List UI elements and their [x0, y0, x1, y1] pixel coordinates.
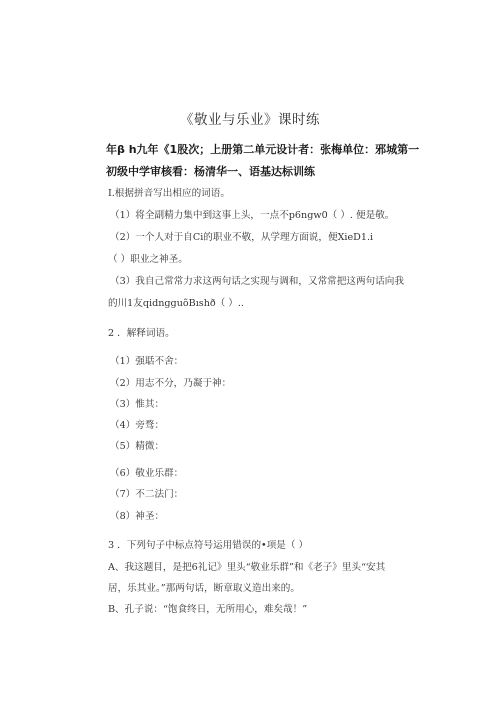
- question-1-3-line-1: （3）我自己常常力求这两句话之实现与调和，又常常把这两句话向我: [110, 276, 404, 287]
- question-2-7: （7）不二法门：: [110, 489, 184, 500]
- question-2-3: （3）惟其：: [110, 399, 165, 410]
- option-b: B、孔子说：“饱食终日，无所用心，难矣哉！”: [108, 604, 308, 615]
- question-2-4: （4）旁骛：: [110, 420, 165, 431]
- header-line-1: 年β h九年《1股次；上册第二单元设计者：张梅单位：邪城第一: [106, 143, 420, 156]
- document-title: 《敬业与乐业》课时练: [180, 112, 320, 128]
- question-2-2: （2）用志不分，乃凝于神：: [110, 378, 232, 389]
- section-2-heading: 2 ．解释词语。: [108, 328, 175, 339]
- section-3-heading: 3 ．下列句子中标点符号运用错误的•项是（ ）: [108, 540, 309, 551]
- question-2-8: （8）神圣：: [110, 511, 165, 522]
- question-1-1: （1）将全副精力集中到这事上头，一点不p6ngw0（ ）. 便是敬。: [110, 210, 395, 221]
- option-a-line-2: 居，乐其业。”那两句话，断章取义造出来的。: [108, 583, 300, 594]
- section-1-heading: I.根据拼音写出相应的词语。: [108, 188, 230, 199]
- question-2-5: （5）精微：: [110, 441, 165, 452]
- option-a-line-1: A、我这题目，是把6礼记》里头“敬业乐群”和《老子》里头“安其: [108, 562, 386, 573]
- question-1-2-line-2: （ ）职业之神圣。: [108, 254, 188, 265]
- question-1-3-line-2: 的川1友qidngguõBıshð（ ）..: [108, 298, 244, 309]
- question-2-6: （6）敬业乐群：: [110, 468, 184, 479]
- question-1-2-line-1: （2）一个人对于自Ci的职业不敬，从学理方面说，便XieD1.i: [110, 232, 374, 243]
- question-2-1: （1）强聒不舍：: [110, 356, 184, 367]
- header-line-2: 初级中学审核看：杨清华一、语基达标训练: [106, 165, 315, 178]
